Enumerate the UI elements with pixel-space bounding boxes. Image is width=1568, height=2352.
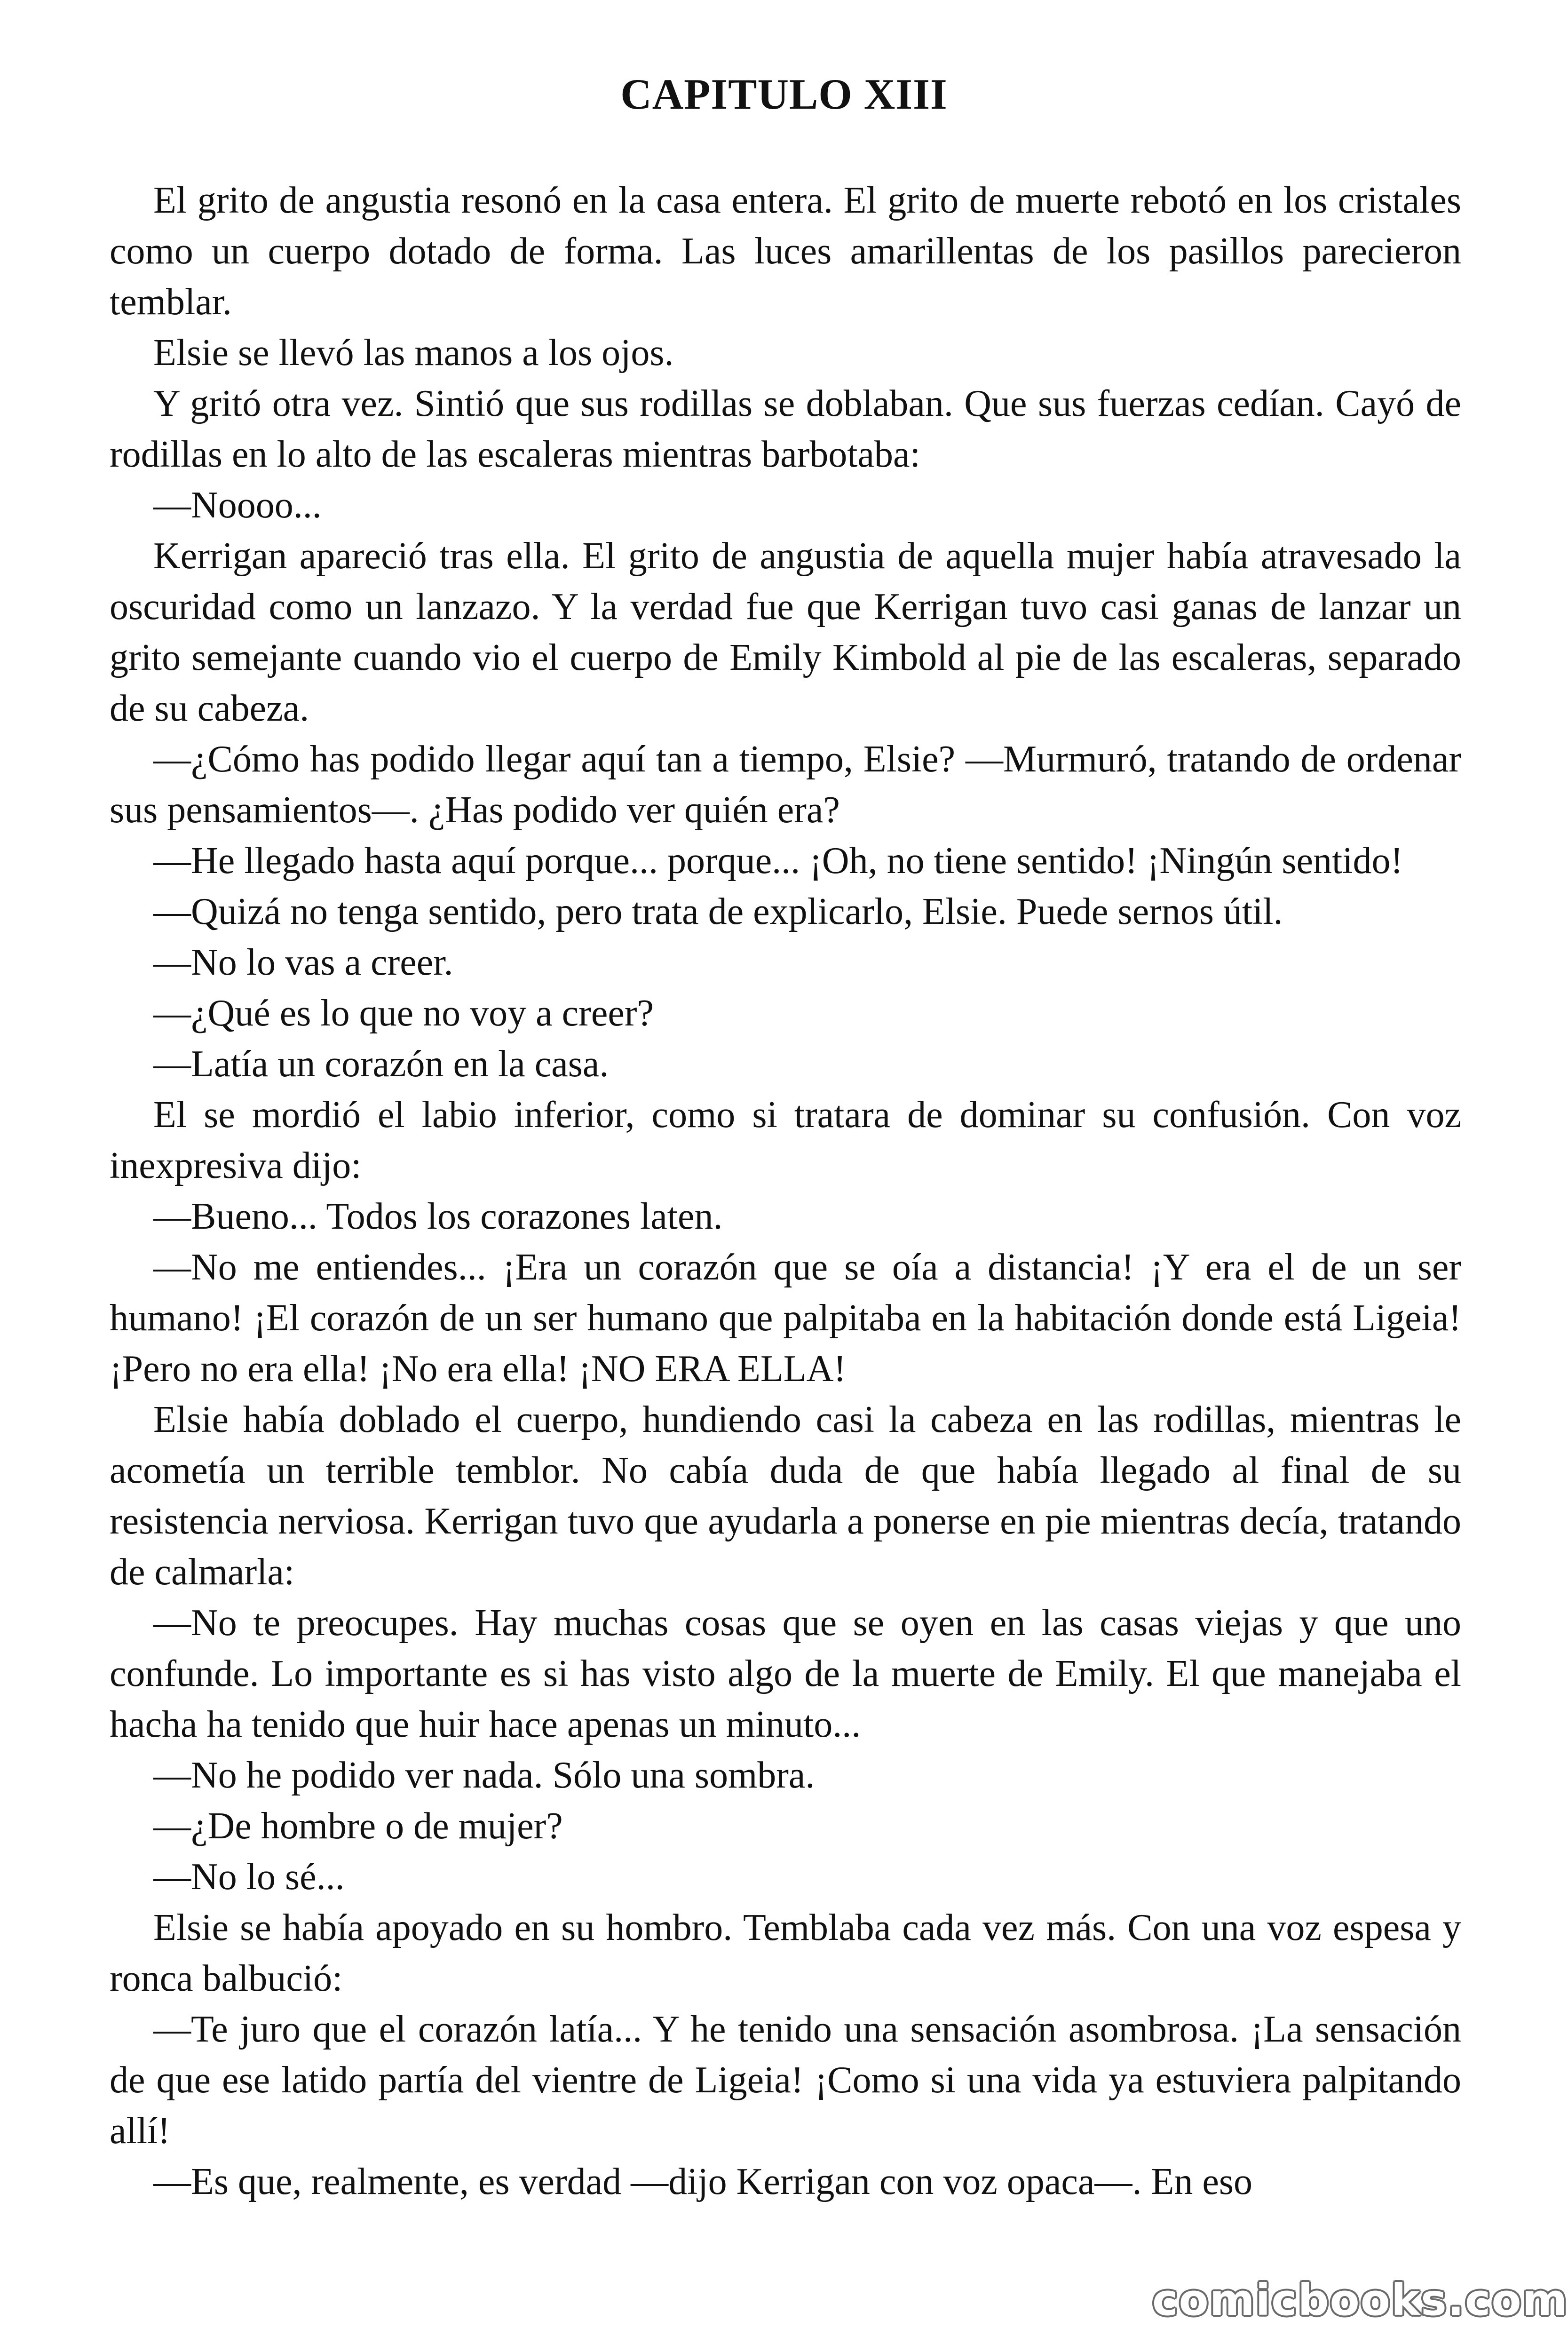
paragraph: —Noooo... xyxy=(153,485,322,526)
chapter-body xyxy=(110,175,1461,2320)
paragraph: —No he podido ver nada. Sólo una sombra. xyxy=(153,1755,815,1796)
paragraph: Elsie se había apoyado en su hombro. Temblaba cada vez más. Con una voz espesa y ronca balbució: xyxy=(110,1907,1461,1999)
paragraph: —No me entiendes... ¡Era un corazón que se oía a distancia! ¡Y era el de un ser humano! ¡El corazón de un ser humano que palpitaba en la habitación donde está Ligeia! ¡Pero no era ella! ¡No era ella! ¡NO ERA ELLA! xyxy=(110,1247,1461,1390)
paragraph: Kerrigan apareció tras ella. El grito de angustia de aquella mujer había atravesado la oscuridad como un lanzazo. Y la verdad fue que Kerrigan tuvo casi ganas de lanzar un grito semejante cuando vio el cuerpo de Emily Kimbold al pie de las escaleras, separado de su cabeza. xyxy=(110,535,1461,729)
paragraph: —¿De hombre o de mujer? xyxy=(153,1805,563,1847)
paragraph: —¿Cómo has podido llegar aquí tan a tiempo, Elsie? —Murmuró, tratando de ordenar sus pensamientos—. ¿Has podido ver quién era? xyxy=(110,739,1461,831)
paragraph: Elsie se llevó las manos a los ojos. xyxy=(153,332,674,373)
paragraph: —Te juro que el corazón latía... Y he tenido una sensación asombrosa. ¡La sensación de que ese latido partía del vientre de Ligeia! ¡Como si una vida ya estuviera palpitando allí! xyxy=(110,2009,1461,2152)
chapter-title: CAPITULO XIII xyxy=(620,70,948,118)
watermark-logo: comicbooks.com xyxy=(1152,2275,1568,2325)
paragraph: El se mordió el labio inferior, como si tratara de dominar su confusión. Con voz inexpresiva dijo: xyxy=(110,1094,1461,1186)
paragraph: —No lo sé... xyxy=(153,1856,345,1898)
paragraph: —He llegado hasta aquí porque... porque... ¡Oh, no tiene sentido! ¡Ningún sentido! xyxy=(153,840,1403,882)
paragraph: —Es que, realmente, es verdad —dijo Kerrigan con voz opaca—. En eso xyxy=(153,2161,1252,2202)
paragraph: —Latía un corazón en la casa. xyxy=(153,1043,609,1085)
paragraph: —Bueno... Todos los corazones laten. xyxy=(153,1196,723,1237)
paragraph: —No lo vas a creer. xyxy=(153,942,453,983)
paragraph: —No te preocupes. Hay muchas cosas que se oyen en las casas viejas y que uno confunde. Lo importante es si has visto algo de la muerte de Emily. El que manejaba el hacha ha tenido que huir hace apenas un minuto... xyxy=(110,1602,1461,1745)
paragraph: Y gritó otra vez. Sintió que sus rodillas se doblaban. Que sus fuerzas cedían. Cayó de rodillas en lo alto de las escaleras mientras barbotaba: xyxy=(110,383,1461,475)
paragraph: —Quizá no tenga sentido, pero trata de explicarlo, Elsie. Puede sernos útil. xyxy=(153,891,1283,932)
paragraph: —¿Qué es lo que no voy a creer? xyxy=(153,993,654,1034)
paragraph: El grito de angustia resonó en la casa entera. El grito de muerte rebotó en los cristales como un cuerpo dotado de forma. Las luces amarillentas de los pasillos parecieron temblar. xyxy=(110,180,1461,323)
paragraph: Elsie había doblado el cuerpo, hundiendo casi la cabeza en las rodillas, mientras le acometía un terrible temblor. No cabía duda de que había llegado al final de su resistencia nerviosa. Kerrigan tuvo que ayudarla a ponerse en pie mientras decía, tratando de calmarla: xyxy=(110,1399,1461,1593)
